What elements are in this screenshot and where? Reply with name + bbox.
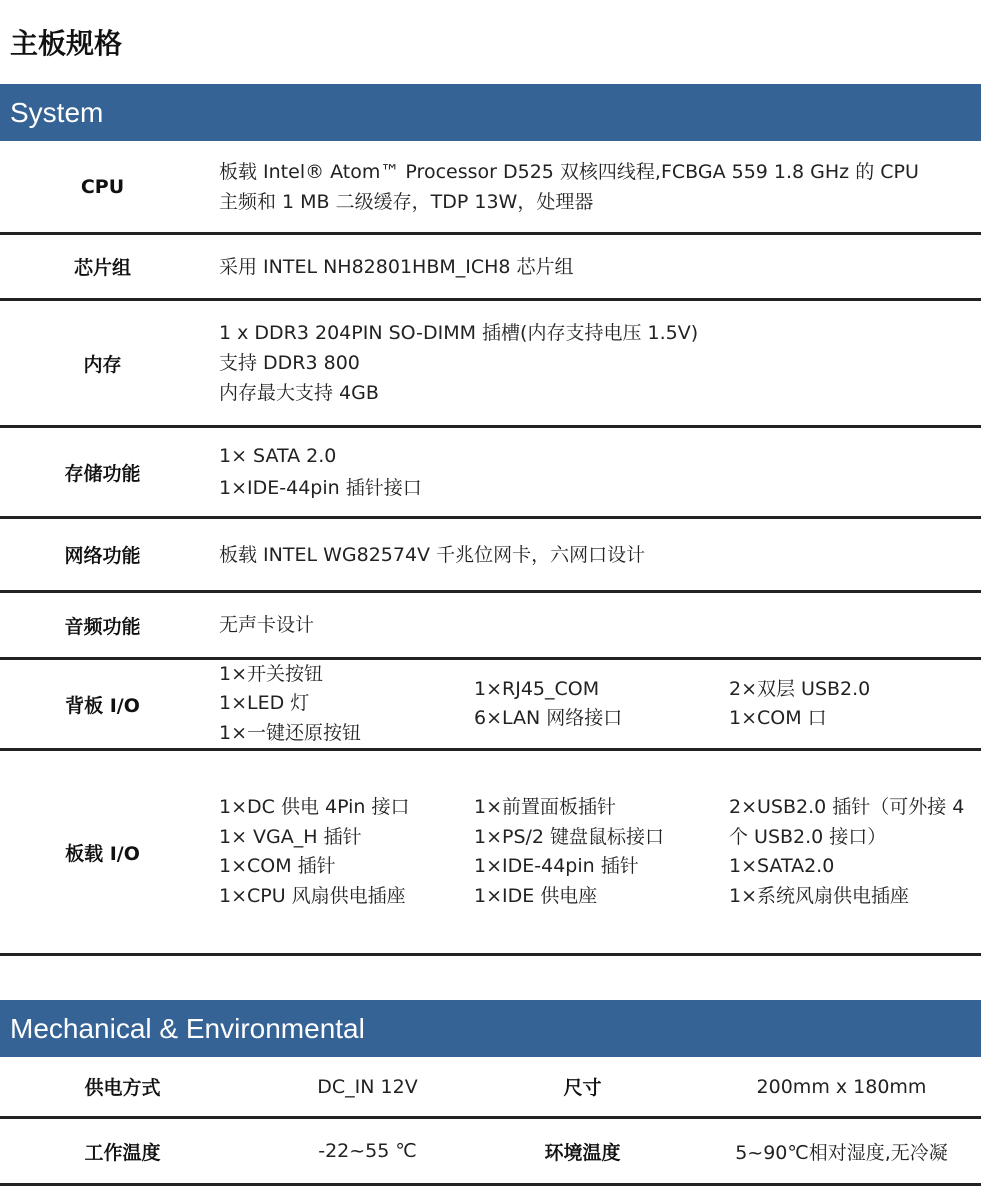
- spec-line: 1×IDE-44pin 插针接口: [219, 477, 422, 499]
- mech-value: 5~90℃相对湿度,无冷凝: [735, 1141, 948, 1164]
- io-item: 2×双层 USB2.0: [729, 677, 871, 700]
- spec-row-cpu: [0, 141, 981, 235]
- spec-row-onboard-io: [0, 751, 981, 956]
- io-item: 1×CPU 风扇供电插座: [219, 884, 406, 907]
- mech-row: [0, 1119, 981, 1186]
- io-item: 6×LAN 网络接口: [474, 707, 623, 729]
- io-item: 1×IDE-44pin 插针: [474, 855, 639, 877]
- section-header-system: System: [0, 84, 981, 141]
- spec-label: CPU: [80, 175, 125, 198]
- io-item: 1×COM 插针: [219, 855, 336, 877]
- mech-label: 尺寸: [563, 1077, 602, 1099]
- spec-row-storage: [0, 428, 981, 519]
- spec-line: 板载 Intel® Atom™ Processor D525 双核四线程,FCBGA 559 1.8 GHz 的 CPU: [219, 160, 919, 183]
- spec-label: 存储功能: [64, 462, 141, 485]
- io-column: [219, 660, 469, 748]
- spec-value: 板载 INTEL WG82574V 千兆位网卡，六网口设计: [219, 543, 646, 566]
- spec-line: 支持 DDR3 800: [219, 352, 360, 374]
- mech-label: 供电方式: [84, 1077, 161, 1099]
- spec-row-network: [0, 519, 981, 593]
- mech-label: 工作温度: [84, 1141, 161, 1164]
- mech-label: 环境温度: [544, 1141, 621, 1164]
- io-item: 1×LED 灯: [219, 692, 310, 715]
- io-item: 1×PS/2 键盘鼠标接口: [474, 825, 665, 848]
- spec-value: 采用 INTEL NH82801HBM_ICH8 芯片组: [219, 255, 574, 278]
- spec-row-audio: [0, 593, 981, 660]
- spec-line: 1 x DDR3 204PIN SO-DIMM 插槽(内存支持电压 1.5V): [219, 322, 699, 344]
- spec-value: [219, 660, 981, 748]
- spec-label: 板载 I/O: [65, 842, 140, 865]
- spec-row-memory: [0, 301, 981, 428]
- spec-line: 1× SATA 2.0: [219, 445, 337, 467]
- spec-line: 主频和 1 MB 二级缓存，TDP 13W，处理器: [219, 190, 594, 213]
- io-item: 2×USB2.0 插针（可外接 4: [729, 796, 965, 818]
- spec-value: [219, 428, 975, 516]
- spec-row-rear-io: [0, 660, 981, 751]
- io-item: 个 USB2.0 接口）: [729, 825, 887, 848]
- spec-row-chipset: [0, 235, 981, 301]
- io-item: 1×开关按钮: [219, 662, 324, 685]
- spec-label: 芯片组: [73, 257, 131, 279]
- io-item: 1×前置面板插针: [474, 796, 617, 818]
- io-item: 1× VGA_H 插针: [219, 825, 362, 848]
- io-item: 1×系统风扇供电插座: [729, 884, 910, 907]
- io-item: 1×COM 口: [729, 707, 827, 729]
- io-column: [219, 751, 469, 953]
- spec-value: [219, 141, 975, 232]
- spec-value: [219, 751, 981, 953]
- io-column: [729, 751, 981, 953]
- page-title: 主板规格: [10, 27, 123, 60]
- io-column: [474, 751, 724, 953]
- io-item: 1×RJ45_COM: [474, 677, 600, 700]
- io-item: 1×SATA2.0: [729, 855, 835, 877]
- spec-value: [219, 301, 975, 425]
- mech-value: 200mm x 180mm: [756, 1075, 927, 1098]
- spec-value: 无声卡设计: [219, 614, 315, 636]
- mech-value: DC_IN 12V: [317, 1075, 418, 1098]
- mech-row: [0, 1057, 981, 1119]
- mech-value: -22~55 ℃: [318, 1140, 417, 1162]
- io-column: [729, 660, 981, 748]
- io-item: 1×DC 供电 4Pin 接口: [219, 796, 410, 818]
- spec-label: 背板 I/O: [65, 694, 140, 717]
- spec-label: 内存: [83, 353, 122, 376]
- spec-line: 内存最大支持 4GB: [219, 382, 379, 404]
- io-column: [474, 660, 724, 748]
- io-item: 1×一键还原按钮: [219, 721, 362, 744]
- section-header-mechanical: Mechanical & Environmental: [0, 1000, 981, 1057]
- spec-label: 音频功能: [64, 615, 141, 638]
- io-item: 1×IDE 供电座: [474, 884, 598, 907]
- spec-label: 网络功能: [64, 545, 141, 567]
